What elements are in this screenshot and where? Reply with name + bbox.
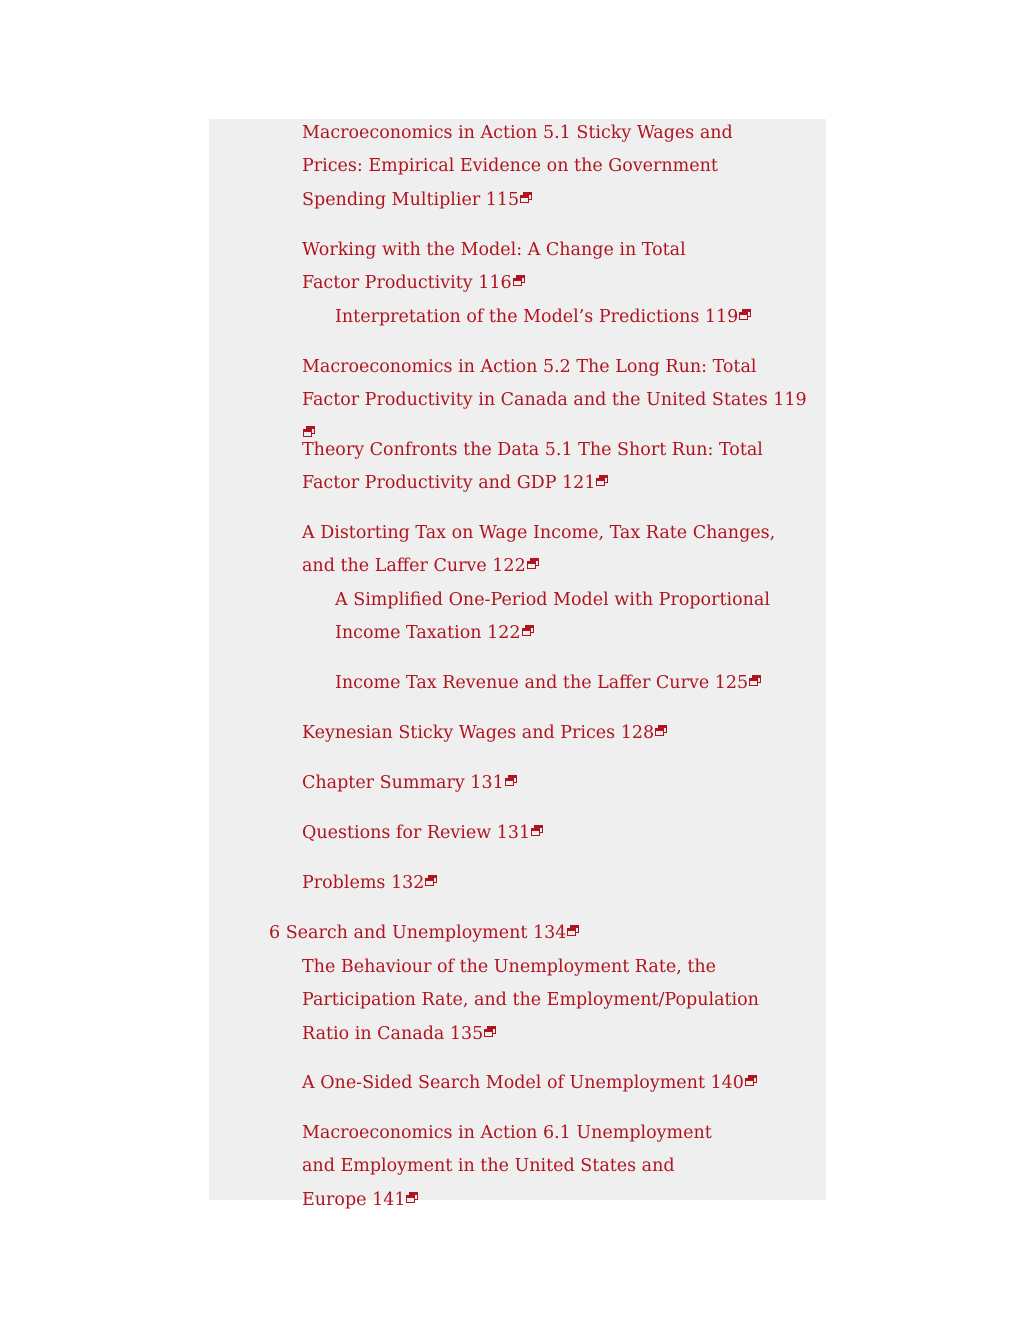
toc-entry-macro-in-action-5-1[interactable] xyxy=(302,117,782,217)
external-link-icon xyxy=(531,825,543,837)
external-link-icon xyxy=(745,1075,757,1087)
toc-entry-label: Problems 132 xyxy=(302,873,425,893)
external-link-icon xyxy=(596,475,608,487)
toc-entry-income-tax-revenue[interactable] xyxy=(335,667,805,700)
toc-entry-label: Working with the Model: A Change in Total Factor Productivity 116 xyxy=(302,240,686,294)
toc-entry-label: Macroeconomics in Action 6.1 Unemployment and Employment in the United States and Europe 141 xyxy=(302,1123,712,1210)
toc-entry-questions-for-review[interactable] xyxy=(302,817,812,850)
toc-entry-label: Interpretation of the Model’s Predictions 119 xyxy=(335,307,739,327)
external-link-icon xyxy=(567,925,579,937)
external-link-icon xyxy=(406,1192,418,1204)
toc-entry-theory-confronts-data-5-1[interactable] xyxy=(302,434,812,501)
toc-entry-change-in-tfp[interactable] xyxy=(302,234,742,301)
toc-entry-interpretation-predictions[interactable] xyxy=(335,301,805,334)
external-link-icon xyxy=(425,875,437,887)
toc-entry-label: Theory Confronts the Data 5.1 The Short Run: Total Factor Productivity and GDP 121 xyxy=(302,440,763,494)
toc-entry-behaviour-of-unemployment-rate[interactable] xyxy=(302,951,792,1051)
toc-entry-label: Income Tax Revenue and the Laffer Curve 125 xyxy=(335,673,749,693)
toc-entry-label: Questions for Review 131 xyxy=(302,823,531,843)
toc-entry-label: Keynesian Sticky Wages and Prices 128 xyxy=(302,723,655,743)
toc-entry-label: Macroeconomics in Action 5.1 Sticky Wages and Prices: Empirical Evidence on the Government Spending Multiplier 115 xyxy=(302,123,733,210)
toc-entry-simplified-one-period-model[interactable] xyxy=(335,584,775,651)
toc-entry-one-sided-search-model[interactable] xyxy=(302,1067,812,1100)
toc-entry-label: Macroeconomics in Action 5.2 The Long Run: Total Factor Productivity in Canada and the United States 119 xyxy=(302,357,807,411)
toc-entry-label: 6 Search and Unemployment 134 xyxy=(269,923,567,943)
toc-entry-label: The Behaviour of the Unemployment Rate, the Participation Rate, and the Employment/Population Ratio in Canada 135 xyxy=(302,957,759,1044)
toc-entry-macro-in-action-6-1[interactable] xyxy=(302,1117,742,1217)
toc-entry-label: A One-Sided Search Model of Unemployment 140 xyxy=(302,1073,744,1093)
external-link-icon xyxy=(655,725,667,737)
toc-entry-label: Chapter Summary 131 xyxy=(302,773,504,793)
external-link-icon xyxy=(505,775,517,787)
toc-entry-label: A Simplified One-Period Model with Proportional Income Taxation 122 xyxy=(335,590,770,644)
toc-chapter-6-search-and-unemployment[interactable] xyxy=(269,917,809,950)
external-link-icon xyxy=(527,558,539,570)
toc-entry-chapter-summary[interactable] xyxy=(302,767,812,800)
external-link-icon xyxy=(484,1026,496,1038)
toc-entry-problems[interactable] xyxy=(302,867,812,900)
external-link-icon xyxy=(513,275,525,287)
external-link-icon xyxy=(520,192,532,204)
external-link-icon xyxy=(739,309,751,321)
external-link-icon xyxy=(522,625,534,637)
toc-entry-label: A Distorting Tax on Wage Income, Tax Rate Changes, and the Laffer Curve 122 xyxy=(302,523,776,577)
toc-entry-keynesian-sticky-wages[interactable] xyxy=(302,717,812,750)
toc-entry-distorting-tax[interactable] xyxy=(302,517,812,584)
external-link-icon xyxy=(749,675,761,687)
